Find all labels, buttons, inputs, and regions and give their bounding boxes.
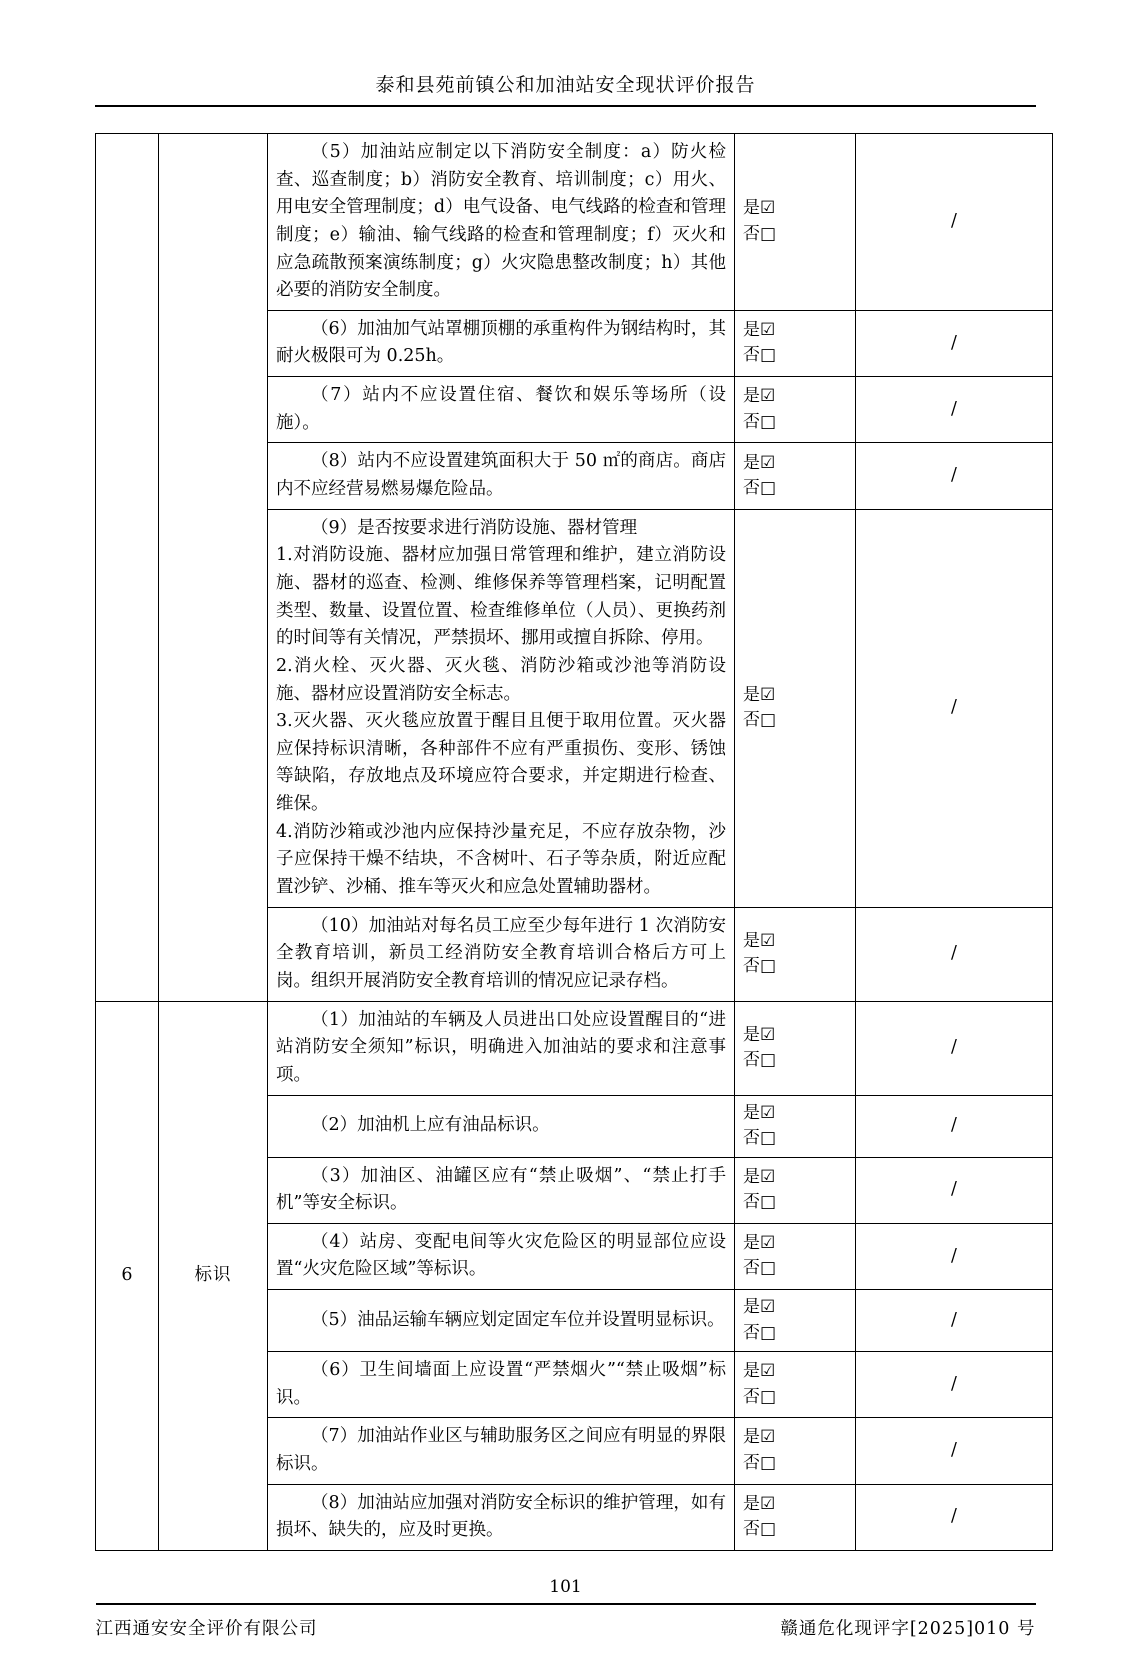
no-option[interactable]: 否□ <box>743 1386 777 1407</box>
item-paragraph: （7）站内不应设置住宿、餐饮和娱乐等场所（设施）。 <box>276 385 726 433</box>
item-paragraph: （1）加油站的车辆及人员进出口处应设置醒目的“进站消防安全须知”标识，明确进入加油站的要求和注意事项。 <box>276 1009 726 1085</box>
item-paragraph: （9）是否按要求进行消防设施、器材管理 <box>311 517 638 538</box>
no-option[interactable]: 否□ <box>743 1192 777 1213</box>
no-option[interactable]: 否□ <box>743 1322 777 1343</box>
yes-no-cell <box>735 1484 856 1550</box>
yes-no-cell <box>735 443 856 509</box>
no-option[interactable]: 否□ <box>743 1519 777 1540</box>
no-option[interactable]: 否□ <box>743 1050 777 1071</box>
item-paragraph: （10）加油站对每名员工应至少每年进行 1 次消防安全教育培训，新员工经消防安全教育培训合格后方可上岗。组织开展消防安全教育培训的情况应记录存档。 <box>276 915 726 991</box>
item-cell <box>268 1001 735 1095</box>
yes-option[interactable]: 是☑ <box>743 930 776 951</box>
yes-option[interactable]: 是☑ <box>743 386 776 407</box>
note-cell: / <box>856 1484 1053 1550</box>
yes-option[interactable]: 是☑ <box>743 198 776 219</box>
note-cell: / <box>856 1095 1053 1157</box>
row-number-cell <box>96 134 159 1002</box>
checklist-table <box>95 133 1053 1551</box>
yes-no-cell <box>735 1095 856 1157</box>
yes-no-cell <box>735 907 856 1001</box>
item-paragraph: （6）卫生间墙面上应设置“严禁烟火”“禁止吸烟”标识。 <box>276 1360 726 1408</box>
yes-option[interactable]: 是☑ <box>743 1166 776 1187</box>
item-paragraph: 2.消火栓、灭火器、灭火毯、消防沙箱或沙池等消防设施、器材应设置消防安全标志。 <box>276 655 726 704</box>
yes-option[interactable]: 是☑ <box>743 1361 776 1382</box>
yes-no-cell <box>735 310 856 376</box>
row-category-cell <box>159 134 268 1002</box>
yes-no-cell <box>735 1001 856 1095</box>
footer-company: 江西通安安全评价有限公司 <box>95 1618 318 1639</box>
yes-option[interactable]: 是☑ <box>743 1427 776 1448</box>
row-number-cell: 6 <box>96 1001 159 1550</box>
no-option[interactable]: 否□ <box>743 478 777 499</box>
yes-no-cell <box>735 509 856 907</box>
header-divider <box>95 105 1036 107</box>
item-paragraph: （2）加油机上应有油品标识。 <box>311 1115 550 1136</box>
yes-option[interactable]: 是☑ <box>743 1024 776 1045</box>
no-option[interactable]: 否□ <box>743 223 777 244</box>
item-cell <box>268 1157 735 1223</box>
note-cell: / <box>856 1418 1053 1484</box>
item-paragraph: 3.灭火器、灭火毯应放置于醒目且便于取用位置。灭火器应保持标识清晰，各种部件不应有严重损伤、变形、锈蚀等缺陷，存放地点及环境应符合要求，并定期进行检查、维保。 <box>276 711 726 815</box>
page-number: 101 <box>549 1576 582 1597</box>
item-cell <box>268 1223 735 1289</box>
item-cell <box>268 907 735 1001</box>
yes-no-cell <box>735 1418 856 1484</box>
note-cell: / <box>856 1352 1053 1418</box>
note-cell: / <box>856 377 1053 443</box>
yes-option[interactable]: 是☑ <box>743 1102 776 1123</box>
no-option[interactable]: 否□ <box>743 956 777 977</box>
item-paragraph: （5）油品运输车辆应划定固定车位并设置明显标识。 <box>311 1309 725 1330</box>
note-cell: / <box>856 1157 1053 1223</box>
item-cell <box>268 134 735 311</box>
note-cell: / <box>856 1290 1053 1352</box>
table-row <box>96 134 1053 311</box>
yes-no-cell <box>735 1290 856 1352</box>
item-cell <box>268 1418 735 1484</box>
note-cell: / <box>856 509 1053 907</box>
yes-no-cell <box>735 1157 856 1223</box>
item-cell <box>268 1290 735 1352</box>
yes-option[interactable]: 是☑ <box>743 684 776 705</box>
row-category-cell: 标识 <box>159 1001 268 1550</box>
no-option[interactable]: 否□ <box>743 710 777 731</box>
item-cell <box>268 1352 735 1418</box>
item-cell <box>268 443 735 509</box>
item-paragraph: （6）加油加气站罩棚顶棚的承重构件为钢结构时，其耐火极限可为 0.25h。 <box>276 318 726 367</box>
yes-no-cell <box>735 377 856 443</box>
yes-option[interactable]: 是☑ <box>743 319 776 340</box>
note-cell: / <box>856 134 1053 311</box>
note-cell: / <box>856 443 1053 509</box>
note-cell: / <box>856 310 1053 376</box>
no-option[interactable]: 否□ <box>743 1128 777 1148</box>
yes-no-cell <box>735 1352 856 1418</box>
item-cell <box>268 1095 735 1157</box>
table-row <box>96 1001 1053 1095</box>
item-cell <box>268 1484 735 1550</box>
yes-option[interactable]: 是☑ <box>743 1232 776 1253</box>
no-option[interactable]: 否□ <box>743 345 777 366</box>
item-cell <box>268 509 735 907</box>
no-option[interactable]: 否□ <box>743 1258 777 1279</box>
item-cell <box>268 310 735 376</box>
yes-no-cell <box>735 1223 856 1289</box>
page-title: 泰和县苑前镇公和加油站安全现状评价报告 <box>375 74 756 96</box>
note-cell: / <box>856 1223 1053 1289</box>
item-paragraph: （5）加油站应制定以下消防安全制度：a）防火检查、巡查制度；b）消防安全教育、培训制度；c）用火、用电安全管理制度；d）电气设备、电气线路的检查和管理制度；e）输油、输气线路的检查和管理制度；f）灭火和应急疏散预案演练制度；g）火灾隐患整改制度；h）其他必要的消防安全制度。 <box>276 142 726 301</box>
footer-doc-code: 赣通危化现评字[2025]010 号 <box>780 1618 1036 1639</box>
yes-option[interactable]: 是☑ <box>743 1493 776 1514</box>
yes-option[interactable]: 是☑ <box>743 452 776 473</box>
item-paragraph: （8）站内不应设置建筑面积大于 50 ㎡的商店。商店内不应经营易燃易爆危险品。 <box>276 451 726 500</box>
note-cell: / <box>856 907 1053 1001</box>
footer <box>96 1615 1036 1640</box>
note-cell: / <box>856 1001 1053 1095</box>
item-paragraph: （7）加油站作业区与辅助服务区之间应有明显的界限标识。 <box>276 1426 726 1474</box>
yes-option[interactable]: 是☑ <box>743 1297 776 1318</box>
footer-divider <box>96 1603 1036 1605</box>
item-paragraph: （4）站房、变配电间等火灾危险区的明显部位应设置“火灾危险区域”等标识。 <box>276 1231 726 1280</box>
no-option[interactable]: 否□ <box>743 411 777 432</box>
no-option[interactable]: 否□ <box>743 1452 777 1473</box>
item-cell <box>268 377 735 443</box>
item-paragraph: （3）加油区、油罐区应有“禁止吸烟”、“禁止打手机”等安全标识。 <box>276 1165 726 1214</box>
item-paragraph: 4.消防沙箱或沙池内应保持沙量充足，不应存放杂物，沙子应保持干燥不结块，不含树叶、石子等杂质，附近应配置沙铲、沙桶、推车等灭火和应急处置辅助器材。 <box>276 821 726 898</box>
item-paragraph: （8）加油站应加强对消防安全标识的维护管理，如有损坏、缺失的，应及时更换。 <box>276 1492 726 1541</box>
yes-no-cell <box>735 134 856 311</box>
item-paragraph: 1.对消防设施、器材应加强日常管理和维护，建立消防设施、器材的巡查、检测、维修保养等管理档案，记明配置类型、数量、设置位置、检查维修单位（人员）、更换药剂的时间等有关情况，严禁损坏、挪用或擅自拆除、停用。 <box>276 545 726 649</box>
